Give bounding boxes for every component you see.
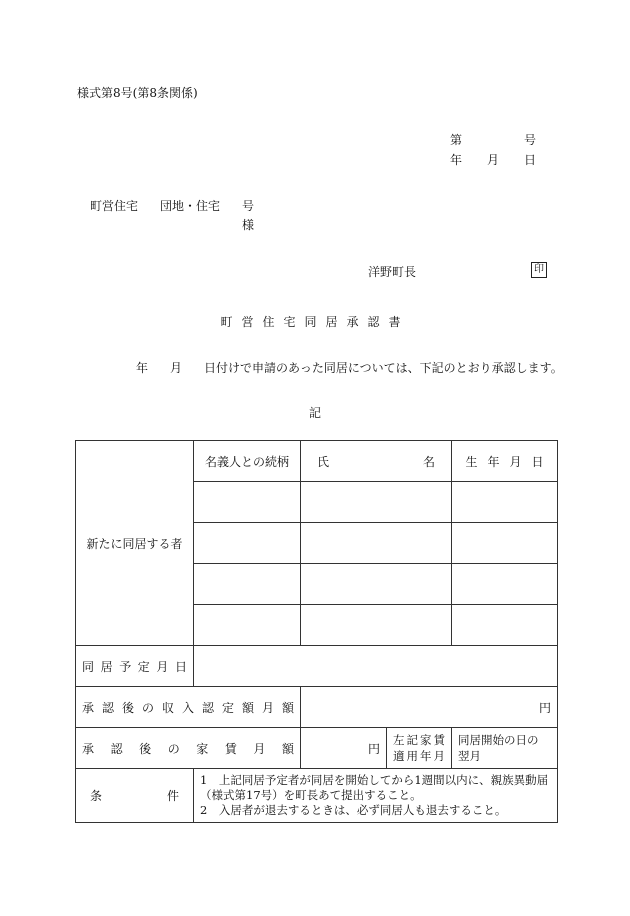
birth-header-1: 生 — [465, 454, 478, 469]
name-cell[interactable] — [301, 523, 452, 564]
body-text — [136, 359, 563, 376]
relation-header: 名義人との続柄 — [194, 441, 301, 482]
birth-cell[interactable] — [452, 564, 558, 605]
birth-header-3: 月 — [509, 454, 522, 469]
body-year: 年 — [136, 361, 149, 375]
new-cohabitant-label: 新たに同居する者 — [76, 441, 194, 646]
applied-month-value — [452, 728, 558, 769]
income-row — [76, 687, 558, 728]
condition-line: 2 入居者が退去するときは、必ず同居人も退去すること。 — [200, 803, 507, 817]
date-year: 年 — [450, 153, 463, 167]
conditions-label — [76, 769, 194, 823]
rent-row — [76, 728, 558, 769]
rent-cell[interactable] — [301, 728, 387, 769]
conditions-row — [76, 769, 558, 823]
issuer-name: 洋野町長 — [368, 265, 417, 279]
planned-date-row — [76, 646, 558, 687]
income-unit: 円 — [538, 700, 551, 715]
relation-cell[interactable] — [194, 605, 301, 646]
table-header-row — [76, 441, 558, 482]
name-cell[interactable] — [301, 605, 452, 646]
applied-label-1: 左記家賃 — [393, 733, 445, 747]
date-month: 月 — [486, 153, 499, 167]
seal-mark: 印 — [531, 262, 547, 278]
document-title: 町営住宅同居承認書 — [220, 315, 410, 329]
condition-line: （様式第17号）を町長あて提出すること。 — [200, 788, 422, 802]
document-number — [450, 131, 536, 148]
ki-heading: 記 — [308, 406, 321, 420]
applied-month-label — [387, 728, 452, 769]
number-prefix: 第 — [450, 133, 463, 147]
applied-value-2: 翌月 — [458, 749, 481, 763]
planned-date-label: 同居予定月日 — [76, 646, 194, 687]
approval-table — [75, 440, 558, 823]
addressee-honorific: 様 — [242, 218, 255, 232]
birth-cell[interactable] — [452, 523, 558, 564]
birth-header-2: 年 — [487, 454, 500, 469]
conditions-label-2: 件 — [166, 789, 179, 803]
condition-line: 1 上記同居予定者が同居を開始してから1週間以内に、親族異動届 — [200, 773, 549, 787]
planned-date-cell[interactable] — [194, 646, 558, 687]
conditions-label-1: 条 — [90, 789, 103, 803]
form-id: 様式第8号(第8条関係) — [77, 86, 198, 100]
income-cell[interactable] — [301, 687, 558, 728]
date-day: 日 — [523, 153, 536, 167]
relation-cell[interactable] — [194, 564, 301, 605]
conditions-text — [194, 769, 558, 823]
rent-label: 承認後の家賃月額 — [76, 728, 301, 769]
name-header-1: 氏 — [317, 454, 330, 469]
body-sentence: 日付けで申請のあった同居については、下記のとおり承認します。 — [204, 361, 563, 375]
relation-cell[interactable] — [194, 523, 301, 564]
applied-label-2: 適用年月 — [393, 749, 445, 763]
name-cell[interactable] — [301, 482, 452, 523]
birth-cell[interactable] — [452, 482, 558, 523]
birth-header-4: 日 — [531, 454, 544, 469]
birth-header — [452, 441, 558, 482]
rent-unit: 円 — [367, 741, 380, 756]
addressee-housing: 町営住宅 — [90, 199, 139, 213]
issue-date — [450, 151, 536, 168]
body-month: 月 — [170, 361, 183, 375]
addressee-complex: 団地・住宅 — [160, 199, 221, 213]
name-cell[interactable] — [301, 564, 452, 605]
name-header — [301, 441, 452, 482]
applied-value-1: 同居開始の日の — [458, 733, 539, 747]
number-suffix: 号 — [523, 133, 536, 147]
birth-cell[interactable] — [452, 605, 558, 646]
income-label: 承認後の収入認定額月額 — [76, 687, 301, 728]
addressee-number: 号 — [242, 199, 255, 213]
relation-cell[interactable] — [194, 482, 301, 523]
name-header-2: 名 — [422, 454, 435, 469]
addressee — [90, 197, 254, 214]
